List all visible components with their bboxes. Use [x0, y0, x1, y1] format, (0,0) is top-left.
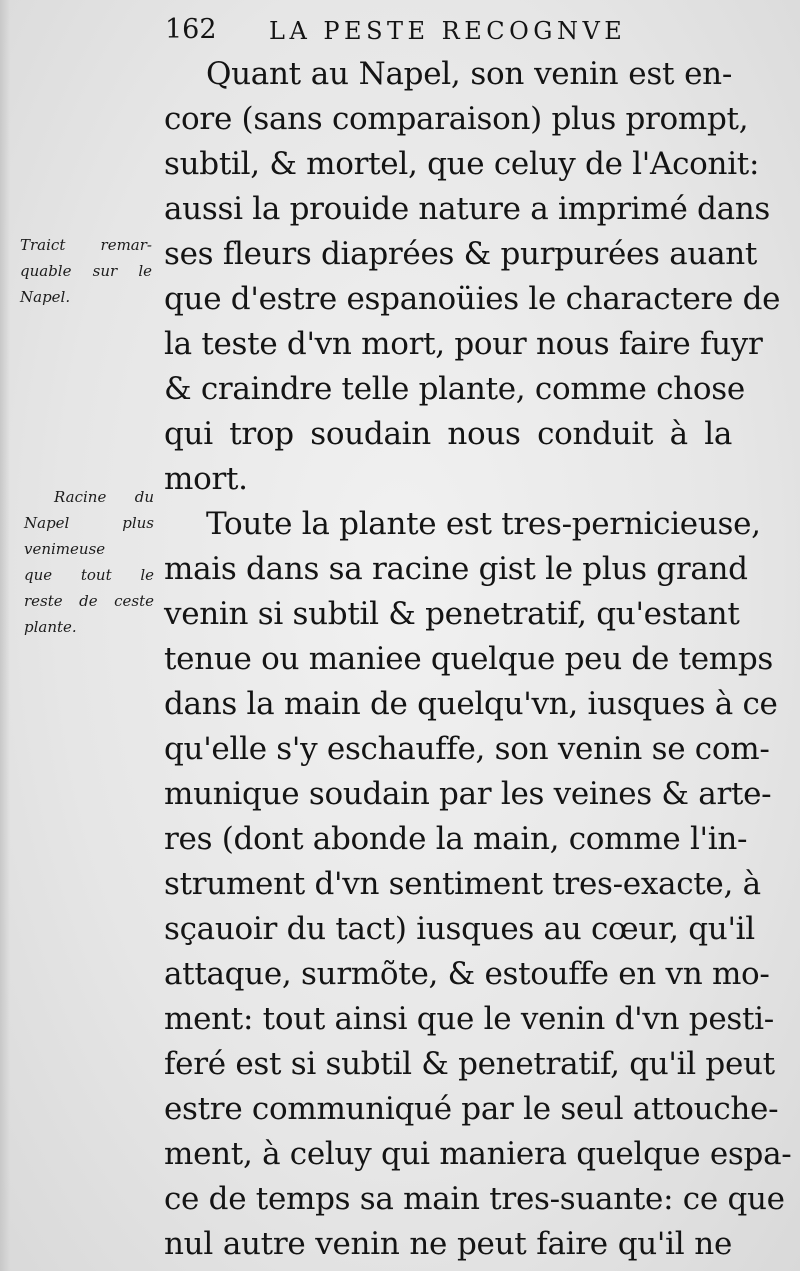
margin-note-line: plante.	[24, 618, 77, 636]
margin-note-line: Racine du	[54, 488, 154, 506]
text-line: aussi la prouide nature a imprimé dans	[164, 191, 771, 227]
text-line: sçauoir du tact) iusques au cœur, qu'il	[164, 911, 755, 947]
text-line: ment, à celuy qui maniera quelque espa-	[164, 1136, 792, 1172]
text-line: ses fleurs diaprées & purpurées auant	[164, 236, 758, 272]
text-line: Toute la plante est tres-pernicieuse,	[206, 506, 761, 542]
margin-note-line: reste de ceste	[24, 592, 154, 610]
text-line: que d'estre espanoüies le charactere de	[164, 281, 781, 317]
text-line: nul autre venin ne peut faire qu'il ne	[164, 1226, 732, 1262]
text-line: estre communiqué par le seul attouche-	[164, 1091, 779, 1127]
margin-note-line: Napel plus	[24, 514, 154, 532]
text-line: Quant au Napel, son venin est en-	[206, 56, 732, 92]
text-line: mais dans sa racine gist le plus grand	[164, 551, 748, 587]
margin-note-line: Traict remar-	[20, 236, 152, 254]
margin-note-racine	[24, 484, 154, 640]
text-line: qui trop soudain nous conduit à la	[164, 416, 732, 452]
text-line: subtil, & mortel, que celuy de l'Aconit:	[164, 146, 760, 182]
running-head	[165, 14, 655, 54]
text-line: venin si subtil & penetratif, qu'estant	[164, 596, 740, 632]
text-line: ce de temps sa main tres-suante: ce que	[164, 1181, 785, 1217]
text-line: & craindre telle plante, comme chose	[164, 371, 745, 407]
margin-note-line: quable sur le	[20, 262, 152, 280]
text-line: attaque, surmõte, & estouffe en vn mo-	[164, 956, 770, 992]
text-line: tenue ou maniee quelque peu de temps	[164, 641, 774, 677]
text-line: ment: tout ainsi que le venin d'vn pesti-	[164, 1001, 774, 1037]
page-edge-shadow	[0, 0, 10, 1271]
margin-note-line: que tout le	[24, 566, 154, 584]
text-line: dans la main de quelqu'vn, iusques à ce	[164, 686, 778, 722]
page-number: 162	[165, 14, 217, 45]
text-line: munique soudain par les veines & arte-	[164, 776, 772, 812]
text-line: mort.	[164, 461, 248, 497]
text-line: core (sans comparaison) plus prompt,	[164, 101, 749, 137]
margin-note-line: venimeuse	[24, 540, 106, 558]
margin-note-line: Napel.	[20, 288, 71, 306]
text-line: strument d'vn sentiment tres-exacte, à	[164, 866, 761, 902]
running-title: LA PESTE RECOGNVE	[269, 17, 627, 45]
body-text	[164, 52, 792, 1267]
text-line: res (dont abonde la main, comme l'in-	[164, 821, 748, 857]
margin-note-napel	[20, 232, 152, 310]
text-line: feré est si subtil & penetratif, qu'il peut	[164, 1046, 775, 1082]
text-line: la teste d'vn mort, pour nous faire fuyr	[164, 326, 763, 362]
text-line: qu'elle s'y eschauffe, son venin se com-	[164, 731, 770, 767]
